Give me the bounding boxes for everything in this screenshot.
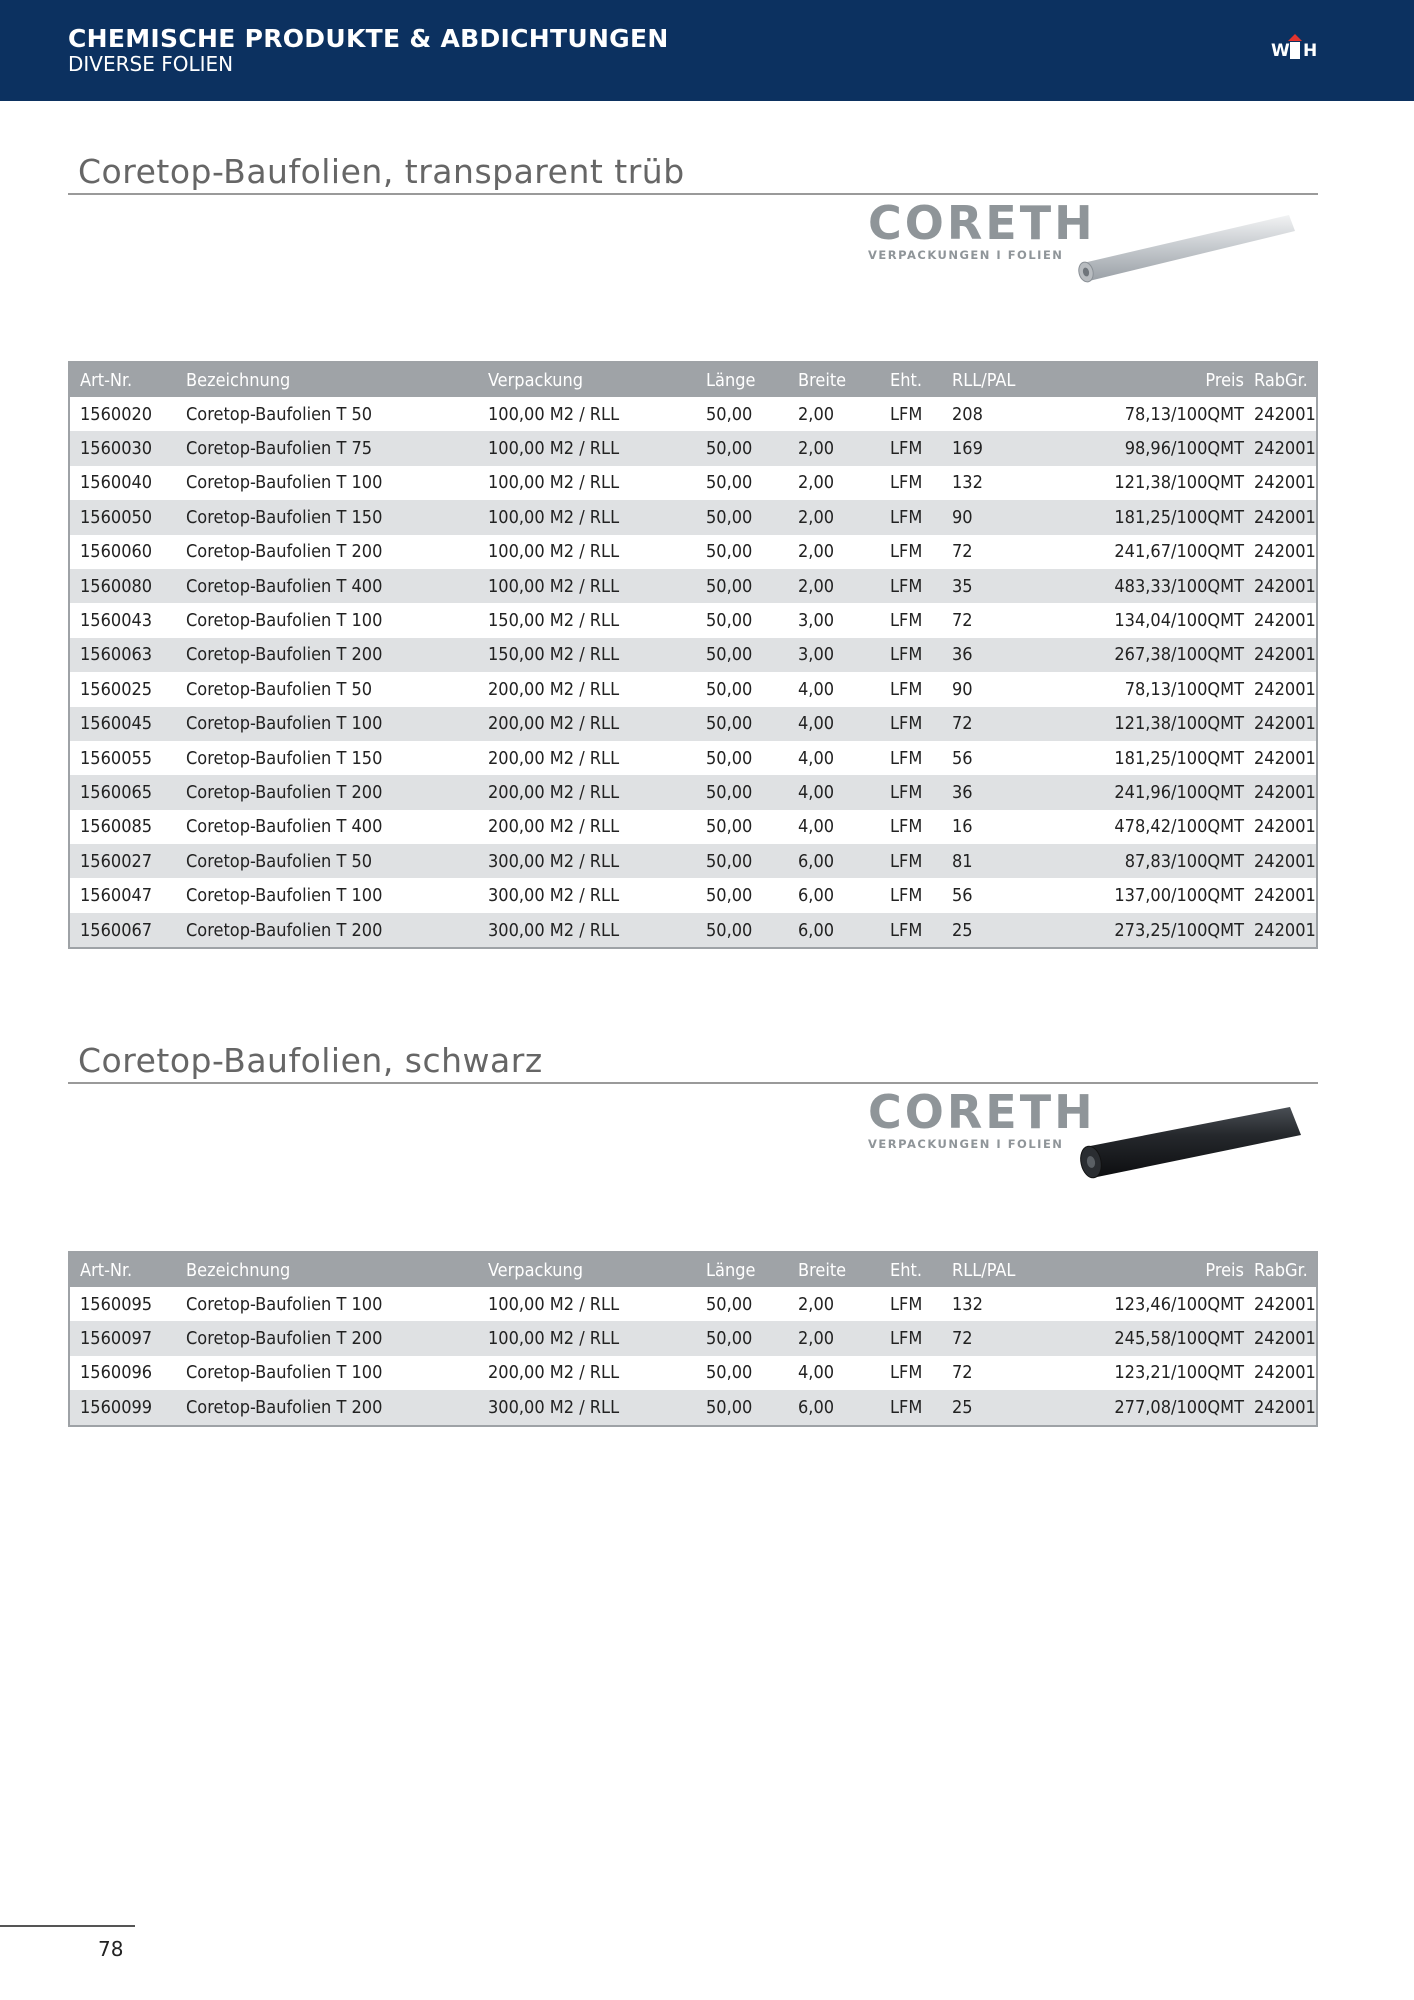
cell-rll-pal: 132 bbox=[942, 1287, 1032, 1321]
cell-breite: 2,00 bbox=[788, 466, 880, 500]
cell-laenge: 50,00 bbox=[696, 535, 788, 569]
col-preis: Preis bbox=[1032, 362, 1244, 397]
cell-rll-pal: 56 bbox=[942, 741, 1032, 775]
table-row bbox=[69, 1390, 1317, 1425]
cell-verpackung: 200,00 M2 / RLL bbox=[478, 1356, 696, 1390]
cell-preis: 134,04/100QMT bbox=[1032, 603, 1244, 637]
cell-laenge: 50,00 bbox=[696, 1287, 788, 1321]
cell-bezeichnung: Coretop-Baufolien T 150 bbox=[176, 741, 478, 775]
cell-preis: 267,38/100QMT bbox=[1032, 638, 1244, 672]
cell-eht: LFM bbox=[880, 603, 942, 637]
cell-rabgr: 242001 bbox=[1244, 707, 1317, 741]
col-art-nr: Art-Nr. bbox=[69, 362, 176, 397]
table-row bbox=[69, 603, 1317, 637]
cell-art-nr: 1560080 bbox=[69, 569, 176, 603]
cell-eht: LFM bbox=[880, 707, 942, 741]
table-row bbox=[69, 535, 1317, 569]
cell-rabgr: 242001 bbox=[1244, 1390, 1317, 1425]
cell-bezeichnung: Coretop-Baufolien T 100 bbox=[176, 1287, 478, 1321]
cell-rll-pal: 72 bbox=[942, 535, 1032, 569]
cell-breite: 6,00 bbox=[788, 844, 880, 878]
cell-breite: 4,00 bbox=[788, 810, 880, 844]
section-divider bbox=[68, 1082, 1318, 1084]
table-row bbox=[69, 638, 1317, 672]
cell-art-nr: 1560097 bbox=[69, 1321, 176, 1355]
cell-breite: 6,00 bbox=[788, 878, 880, 912]
cell-preis: 98,96/100QMT bbox=[1032, 431, 1244, 465]
brand-name: CORETH bbox=[868, 1085, 1096, 1139]
cell-breite: 4,00 bbox=[788, 672, 880, 706]
cell-verpackung: 100,00 M2 / RLL bbox=[478, 466, 696, 500]
section-title-transparent: Coretop-Baufolien, transparent trüb bbox=[78, 152, 685, 191]
cell-breite: 2,00 bbox=[788, 569, 880, 603]
cell-laenge: 50,00 bbox=[696, 672, 788, 706]
cell-verpackung: 100,00 M2 / RLL bbox=[478, 1287, 696, 1321]
cell-rabgr: 242001 bbox=[1244, 775, 1317, 809]
cell-laenge: 50,00 bbox=[696, 878, 788, 912]
cell-art-nr: 1560055 bbox=[69, 741, 176, 775]
cell-bezeichnung: Coretop-Baufolien T 100 bbox=[176, 878, 478, 912]
col-rll-pal: RLL/PAL bbox=[942, 1252, 1032, 1287]
col-eht: Eht. bbox=[880, 1252, 942, 1287]
cell-art-nr: 1560040 bbox=[69, 466, 176, 500]
col-preis: Preis bbox=[1032, 1252, 1244, 1287]
col-bezeichnung: Bezeichnung bbox=[176, 1252, 478, 1287]
logo-letter-left: W bbox=[1271, 41, 1290, 61]
cell-laenge: 50,00 bbox=[696, 1321, 788, 1355]
cell-rabgr: 242001 bbox=[1244, 397, 1317, 431]
table-row bbox=[69, 1356, 1317, 1390]
cell-eht: LFM bbox=[880, 569, 942, 603]
cell-bezeichnung: Coretop-Baufolien T 200 bbox=[176, 775, 478, 809]
cell-rabgr: 242001 bbox=[1244, 741, 1317, 775]
cell-rll-pal: 72 bbox=[942, 1321, 1032, 1355]
cell-rabgr: 242001 bbox=[1244, 638, 1317, 672]
cell-rll-pal: 90 bbox=[942, 500, 1032, 534]
cell-verpackung: 300,00 M2 / RLL bbox=[478, 844, 696, 878]
cell-verpackung: 100,00 M2 / RLL bbox=[478, 569, 696, 603]
table-row bbox=[69, 466, 1317, 500]
cell-bezeichnung: Coretop-Baufolien T 200 bbox=[176, 1321, 478, 1355]
cell-bezeichnung: Coretop-Baufolien T 200 bbox=[176, 1390, 478, 1425]
footer-divider bbox=[0, 1925, 135, 1927]
cell-laenge: 50,00 bbox=[696, 707, 788, 741]
cell-verpackung: 200,00 M2 / RLL bbox=[478, 810, 696, 844]
cell-eht: LFM bbox=[880, 844, 942, 878]
cell-bezeichnung: Coretop-Baufolien T 75 bbox=[176, 431, 478, 465]
cell-rabgr: 242001 bbox=[1244, 1321, 1317, 1355]
cell-preis: 483,33/100QMT bbox=[1032, 569, 1244, 603]
cell-verpackung: 150,00 M2 / RLL bbox=[478, 603, 696, 637]
cell-preis: 277,08/100QMT bbox=[1032, 1390, 1244, 1425]
cell-laenge: 50,00 bbox=[696, 741, 788, 775]
cell-verpackung: 200,00 M2 / RLL bbox=[478, 707, 696, 741]
section-divider bbox=[68, 193, 1318, 195]
cell-preis: 241,96/100QMT bbox=[1032, 775, 1244, 809]
cell-preis: 181,25/100QMT bbox=[1032, 741, 1244, 775]
cell-breite: 4,00 bbox=[788, 707, 880, 741]
logo-letter-right: H bbox=[1303, 41, 1318, 61]
cell-breite: 6,00 bbox=[788, 1390, 880, 1425]
cell-rll-pal: 36 bbox=[942, 638, 1032, 672]
header-subtitle: DIVERSE FOLIEN bbox=[68, 52, 234, 76]
cell-rabgr: 242001 bbox=[1244, 1356, 1317, 1390]
cell-breite: 2,00 bbox=[788, 431, 880, 465]
cell-rabgr: 242001 bbox=[1244, 500, 1317, 534]
cell-preis: 123,46/100QMT bbox=[1032, 1287, 1244, 1321]
cell-eht: LFM bbox=[880, 500, 942, 534]
cell-verpackung: 300,00 M2 / RLL bbox=[478, 1390, 696, 1425]
header-title: CHEMISCHE PRODUKTE & ABDICHTUNGEN bbox=[68, 24, 669, 53]
cell-breite: 2,00 bbox=[788, 535, 880, 569]
cell-laenge: 50,00 bbox=[696, 500, 788, 534]
col-laenge: Länge bbox=[696, 362, 788, 397]
brand-name: CORETH bbox=[868, 196, 1096, 250]
cell-preis: 241,67/100QMT bbox=[1032, 535, 1244, 569]
cell-art-nr: 1560096 bbox=[69, 1356, 176, 1390]
cell-rll-pal: 56 bbox=[942, 878, 1032, 912]
cell-eht: LFM bbox=[880, 1390, 942, 1425]
cell-eht: LFM bbox=[880, 810, 942, 844]
cell-verpackung: 200,00 M2 / RLL bbox=[478, 775, 696, 809]
cell-rll-pal: 81 bbox=[942, 844, 1032, 878]
cell-bezeichnung: Coretop-Baufolien T 100 bbox=[176, 603, 478, 637]
table-row bbox=[69, 913, 1317, 948]
cell-rll-pal: 25 bbox=[942, 913, 1032, 948]
page-number: 78 bbox=[98, 1937, 124, 1961]
table-row bbox=[69, 1321, 1317, 1355]
cell-eht: LFM bbox=[880, 913, 942, 948]
cell-preis: 121,38/100QMT bbox=[1032, 466, 1244, 500]
cell-eht: LFM bbox=[880, 397, 942, 431]
cell-eht: LFM bbox=[880, 431, 942, 465]
cell-verpackung: 200,00 M2 / RLL bbox=[478, 741, 696, 775]
cell-verpackung: 100,00 M2 / RLL bbox=[478, 535, 696, 569]
cell-verpackung: 150,00 M2 / RLL bbox=[478, 638, 696, 672]
cell-art-nr: 1560099 bbox=[69, 1390, 176, 1425]
table-row bbox=[69, 569, 1317, 603]
section-title-schwarz: Coretop-Baufolien, schwarz bbox=[78, 1041, 543, 1080]
transparent-roll-image bbox=[1075, 205, 1305, 285]
cell-art-nr: 1560095 bbox=[69, 1287, 176, 1321]
cell-rll-pal: 72 bbox=[942, 707, 1032, 741]
cell-laenge: 50,00 bbox=[696, 775, 788, 809]
cell-breite: 2,00 bbox=[788, 500, 880, 534]
cell-rll-pal: 132 bbox=[942, 466, 1032, 500]
cell-eht: LFM bbox=[880, 1287, 942, 1321]
cell-eht: LFM bbox=[880, 672, 942, 706]
house-icon bbox=[1288, 34, 1302, 60]
cell-verpackung: 300,00 M2 / RLL bbox=[478, 913, 696, 948]
cell-bezeichnung: Coretop-Baufolien T 200 bbox=[176, 535, 478, 569]
table-header-row bbox=[69, 1252, 1317, 1287]
table-row bbox=[69, 672, 1317, 706]
cell-rll-pal: 208 bbox=[942, 397, 1032, 431]
cell-eht: LFM bbox=[880, 1356, 942, 1390]
coreth-brand-logo bbox=[868, 196, 1096, 262]
cell-verpackung: 100,00 M2 / RLL bbox=[478, 397, 696, 431]
table-header-row bbox=[69, 362, 1317, 397]
cell-laenge: 50,00 bbox=[696, 431, 788, 465]
cell-rabgr: 242001 bbox=[1244, 672, 1317, 706]
cell-bezeichnung: Coretop-Baufolien T 400 bbox=[176, 569, 478, 603]
table-row bbox=[69, 878, 1317, 912]
cell-bezeichnung: Coretop-Baufolien T 100 bbox=[176, 707, 478, 741]
cell-preis: 273,25/100QMT bbox=[1032, 913, 1244, 948]
cell-breite: 4,00 bbox=[788, 1356, 880, 1390]
cell-preis: 121,38/100QMT bbox=[1032, 707, 1244, 741]
cell-laenge: 50,00 bbox=[696, 913, 788, 948]
cell-art-nr: 1560067 bbox=[69, 913, 176, 948]
cell-laenge: 50,00 bbox=[696, 1356, 788, 1390]
cell-rabgr: 242001 bbox=[1244, 810, 1317, 844]
col-rabgr: RabGr. bbox=[1244, 1252, 1317, 1287]
cell-art-nr: 1560050 bbox=[69, 500, 176, 534]
cell-art-nr: 1560045 bbox=[69, 707, 176, 741]
cell-rll-pal: 36 bbox=[942, 775, 1032, 809]
cell-rabgr: 242001 bbox=[1244, 603, 1317, 637]
col-laenge: Länge bbox=[696, 1252, 788, 1287]
table-row bbox=[69, 1287, 1317, 1321]
cell-preis: 123,21/100QMT bbox=[1032, 1356, 1244, 1390]
cell-rll-pal: 72 bbox=[942, 1356, 1032, 1390]
col-art-nr: Art-Nr. bbox=[69, 1252, 176, 1287]
cell-rabgr: 242001 bbox=[1244, 844, 1317, 878]
table-row bbox=[69, 810, 1317, 844]
black-roll-image bbox=[1075, 1095, 1305, 1185]
cell-verpackung: 100,00 M2 / RLL bbox=[478, 500, 696, 534]
cell-eht: LFM bbox=[880, 535, 942, 569]
cell-preis: 478,42/100QMT bbox=[1032, 810, 1244, 844]
brand-tagline: VERPACKUNGEN I FOLIEN bbox=[868, 248, 1064, 262]
col-breite: Breite bbox=[788, 1252, 880, 1287]
cell-art-nr: 1560060 bbox=[69, 535, 176, 569]
cell-bezeichnung: Coretop-Baufolien T 100 bbox=[176, 466, 478, 500]
cell-rabgr: 242001 bbox=[1244, 431, 1317, 465]
cell-breite: 4,00 bbox=[788, 775, 880, 809]
cell-rabgr: 242001 bbox=[1244, 1287, 1317, 1321]
cell-rll-pal: 90 bbox=[942, 672, 1032, 706]
cell-preis: 137,00/100QMT bbox=[1032, 878, 1244, 912]
cell-art-nr: 1560027 bbox=[69, 844, 176, 878]
cell-breite: 2,00 bbox=[788, 1321, 880, 1355]
cell-eht: LFM bbox=[880, 638, 942, 672]
table-row bbox=[69, 431, 1317, 465]
cell-eht: LFM bbox=[880, 466, 942, 500]
cell-verpackung: 300,00 M2 / RLL bbox=[478, 878, 696, 912]
cell-art-nr: 1560043 bbox=[69, 603, 176, 637]
cell-preis: 245,58/100QMT bbox=[1032, 1321, 1244, 1355]
cell-breite: 3,00 bbox=[788, 603, 880, 637]
cell-art-nr: 1560020 bbox=[69, 397, 176, 431]
table-row bbox=[69, 844, 1317, 878]
cell-breite: 2,00 bbox=[788, 397, 880, 431]
cell-art-nr: 1560065 bbox=[69, 775, 176, 809]
col-verpackung: Verpackung bbox=[478, 362, 696, 397]
cell-bezeichnung: Coretop-Baufolien T 50 bbox=[176, 397, 478, 431]
col-verpackung: Verpackung bbox=[478, 1252, 696, 1287]
table-row bbox=[69, 500, 1317, 534]
cell-laenge: 50,00 bbox=[696, 1390, 788, 1425]
cell-verpackung: 100,00 M2 / RLL bbox=[478, 1321, 696, 1355]
cell-art-nr: 1560047 bbox=[69, 878, 176, 912]
cell-preis: 78,13/100QMT bbox=[1032, 672, 1244, 706]
cell-eht: LFM bbox=[880, 878, 942, 912]
cell-art-nr: 1560085 bbox=[69, 810, 176, 844]
cell-laenge: 50,00 bbox=[696, 466, 788, 500]
company-logo bbox=[1268, 34, 1322, 64]
cell-rll-pal: 16 bbox=[942, 810, 1032, 844]
brand-tagline: VERPACKUNGEN I FOLIEN bbox=[868, 1137, 1064, 1151]
cell-preis: 78,13/100QMT bbox=[1032, 397, 1244, 431]
cell-bezeichnung: Coretop-Baufolien T 200 bbox=[176, 638, 478, 672]
cell-laenge: 50,00 bbox=[696, 397, 788, 431]
cell-art-nr: 1560063 bbox=[69, 638, 176, 672]
cell-preis: 87,83/100QMT bbox=[1032, 844, 1244, 878]
cell-art-nr: 1560030 bbox=[69, 431, 176, 465]
cell-eht: LFM bbox=[880, 775, 942, 809]
cell-bezeichnung: Coretop-Baufolien T 400 bbox=[176, 810, 478, 844]
cell-verpackung: 200,00 M2 / RLL bbox=[478, 672, 696, 706]
cell-laenge: 50,00 bbox=[696, 810, 788, 844]
cell-breite: 3,00 bbox=[788, 638, 880, 672]
cell-breite: 2,00 bbox=[788, 1287, 880, 1321]
col-rll-pal: RLL/PAL bbox=[942, 362, 1032, 397]
cell-laenge: 50,00 bbox=[696, 569, 788, 603]
cell-verpackung: 100,00 M2 / RLL bbox=[478, 431, 696, 465]
col-rabgr: RabGr. bbox=[1244, 362, 1317, 397]
cell-preis: 181,25/100QMT bbox=[1032, 500, 1244, 534]
col-bezeichnung: Bezeichnung bbox=[176, 362, 478, 397]
cell-eht: LFM bbox=[880, 1321, 942, 1355]
cell-laenge: 50,00 bbox=[696, 638, 788, 672]
cell-rll-pal: 169 bbox=[942, 431, 1032, 465]
cell-rabgr: 242001 bbox=[1244, 878, 1317, 912]
cell-rabgr: 242001 bbox=[1244, 569, 1317, 603]
cell-rll-pal: 72 bbox=[942, 603, 1032, 637]
table-row bbox=[69, 707, 1317, 741]
cell-bezeichnung: Coretop-Baufolien T 50 bbox=[176, 844, 478, 878]
table-row bbox=[69, 397, 1317, 431]
product-table-schwarz bbox=[68, 1251, 1318, 1427]
cell-breite: 6,00 bbox=[788, 913, 880, 948]
cell-bezeichnung: Coretop-Baufolien T 200 bbox=[176, 913, 478, 948]
cell-laenge: 50,00 bbox=[696, 603, 788, 637]
table-row bbox=[69, 775, 1317, 809]
cell-rabgr: 242001 bbox=[1244, 535, 1317, 569]
cell-eht: LFM bbox=[880, 741, 942, 775]
col-eht: Eht. bbox=[880, 362, 942, 397]
cell-art-nr: 1560025 bbox=[69, 672, 176, 706]
cell-rabgr: 242001 bbox=[1244, 913, 1317, 948]
cell-rabgr: 242001 bbox=[1244, 466, 1317, 500]
cell-bezeichnung: Coretop-Baufolien T 150 bbox=[176, 500, 478, 534]
col-breite: Breite bbox=[788, 362, 880, 397]
cell-rll-pal: 35 bbox=[942, 569, 1032, 603]
cell-laenge: 50,00 bbox=[696, 844, 788, 878]
product-table-transparent bbox=[68, 361, 1318, 949]
table-row bbox=[69, 741, 1317, 775]
cell-bezeichnung: Coretop-Baufolien T 100 bbox=[176, 1356, 478, 1390]
cell-rll-pal: 25 bbox=[942, 1390, 1032, 1425]
cell-bezeichnung: Coretop-Baufolien T 50 bbox=[176, 672, 478, 706]
cell-breite: 4,00 bbox=[788, 741, 880, 775]
page-header bbox=[0, 0, 1414, 101]
coreth-brand-logo bbox=[868, 1085, 1096, 1151]
